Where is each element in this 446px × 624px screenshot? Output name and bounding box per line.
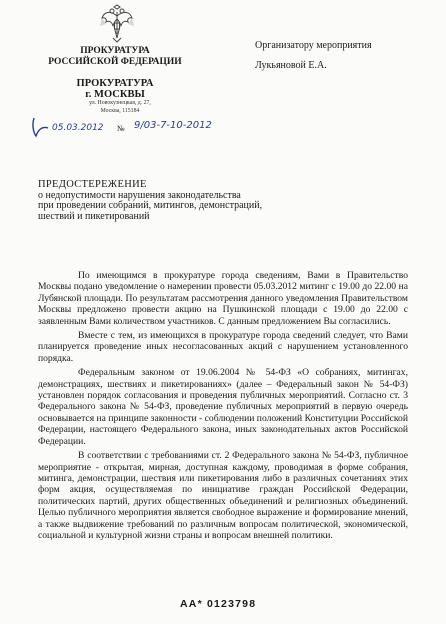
- paragraph-2: Вместе с тем, из имеющихся в прокуратуре города сведений следует, что Вами планируется проведение иных несогласованных акций с нарушением установленного порядка.: [38, 330, 408, 364]
- eagle-emblem-icon: [96, 4, 138, 46]
- paragraph-4: В соответствии с требованиями ст. 2 Федерального закона № 54-ФЗ, публичное мероприятие - открытая, мирная, доступная каждому, проводимая в форме собрания, митинга, демонстрации, шествия или пикетирования либо в различных сочетаниях этих форм акция, осуществляемая по инициативе граждан Российской Федерации, политических партий, других общественных объединений и религиозных объединений. Целью публичного мероприятия является свободное выражение и формирование мнений, а также выдвижение требований по различным вопросам политической, экономической, социальной и культурной жизни страны и вопросам внешней политики.: [38, 450, 408, 541]
- handwritten-mark-icon: [30, 116, 52, 140]
- recipient-line-2: Лукьяновой Е.А.: [255, 60, 327, 71]
- address-line-2: Москва, 115184: [100, 107, 140, 114]
- title-line-4: шествий и пикетирований: [38, 210, 150, 222]
- org-line-3: ПРОКУРАТУРА: [76, 78, 154, 89]
- recipient-line-1: Организатору мероприятия: [255, 40, 372, 51]
- registration-line: [30, 118, 290, 140]
- org-line-1: ПРОКУРАТУРА: [80, 46, 150, 56]
- recipient-block: [255, 40, 435, 72]
- paragraph-3: Федеральным законом от 19.06.2004 № 54-ФЗ «О собраниях, митингах, демонстрациях, шествиях и пикетированиях» (далее – Федеральный закон № 54-ФЗ) установлен порядок согласования и проведения публичных мероприятий. Согласно ст. 3 Федерального закона № 54-ФЗ, проведение публичных мероприятий в первую очередь основывается на принципе законности - соблюдении положений Конституции Российской Федерации, настоящего Федерального закона, иных законодательных актов Российской Федерации.: [38, 367, 408, 447]
- document-title: [38, 180, 338, 222]
- number-label: №: [117, 124, 125, 133]
- sender-organization: [40, 46, 190, 100]
- org-line-2: РОССИЙСКОЙ ФЕДЕРАЦИИ: [48, 57, 182, 67]
- org-line-4: г. МОСКВЫ: [85, 89, 145, 100]
- paragraph-1: По имеющимся в прокуратуре города сведениям, Вами в Правительство Москвы подано уведомление о намерении провести 05.03.2012 митинг с 19.00 до 22.00 на Лубянской площади. По результатам рассмотрения данного уведомления Правительством Москвы предложено провести акцию на Пушкинской площади с 19.00 до 22.00 с заявленным Вами количеством участников. С данным предложением Вы согласились.: [38, 270, 408, 327]
- registration-number: 9/03-7-10-2012: [134, 120, 212, 131]
- title-heading: ПРЕДОСТЕРЕЖЕНИЕ: [38, 179, 147, 190]
- document-body: [38, 270, 408, 544]
- title-line-3: при проведении собраний, митингов, демонстраций,: [38, 200, 263, 211]
- registration-date: 05.03.2012: [52, 123, 104, 133]
- title-line-2: о недопустимости нарушения законодательства: [38, 189, 241, 201]
- address-line-1: ул. Новокузнецкая, д. 27,: [89, 100, 151, 106]
- sender-address: [70, 100, 170, 115]
- serial-number: АА* 0123798: [180, 598, 257, 610]
